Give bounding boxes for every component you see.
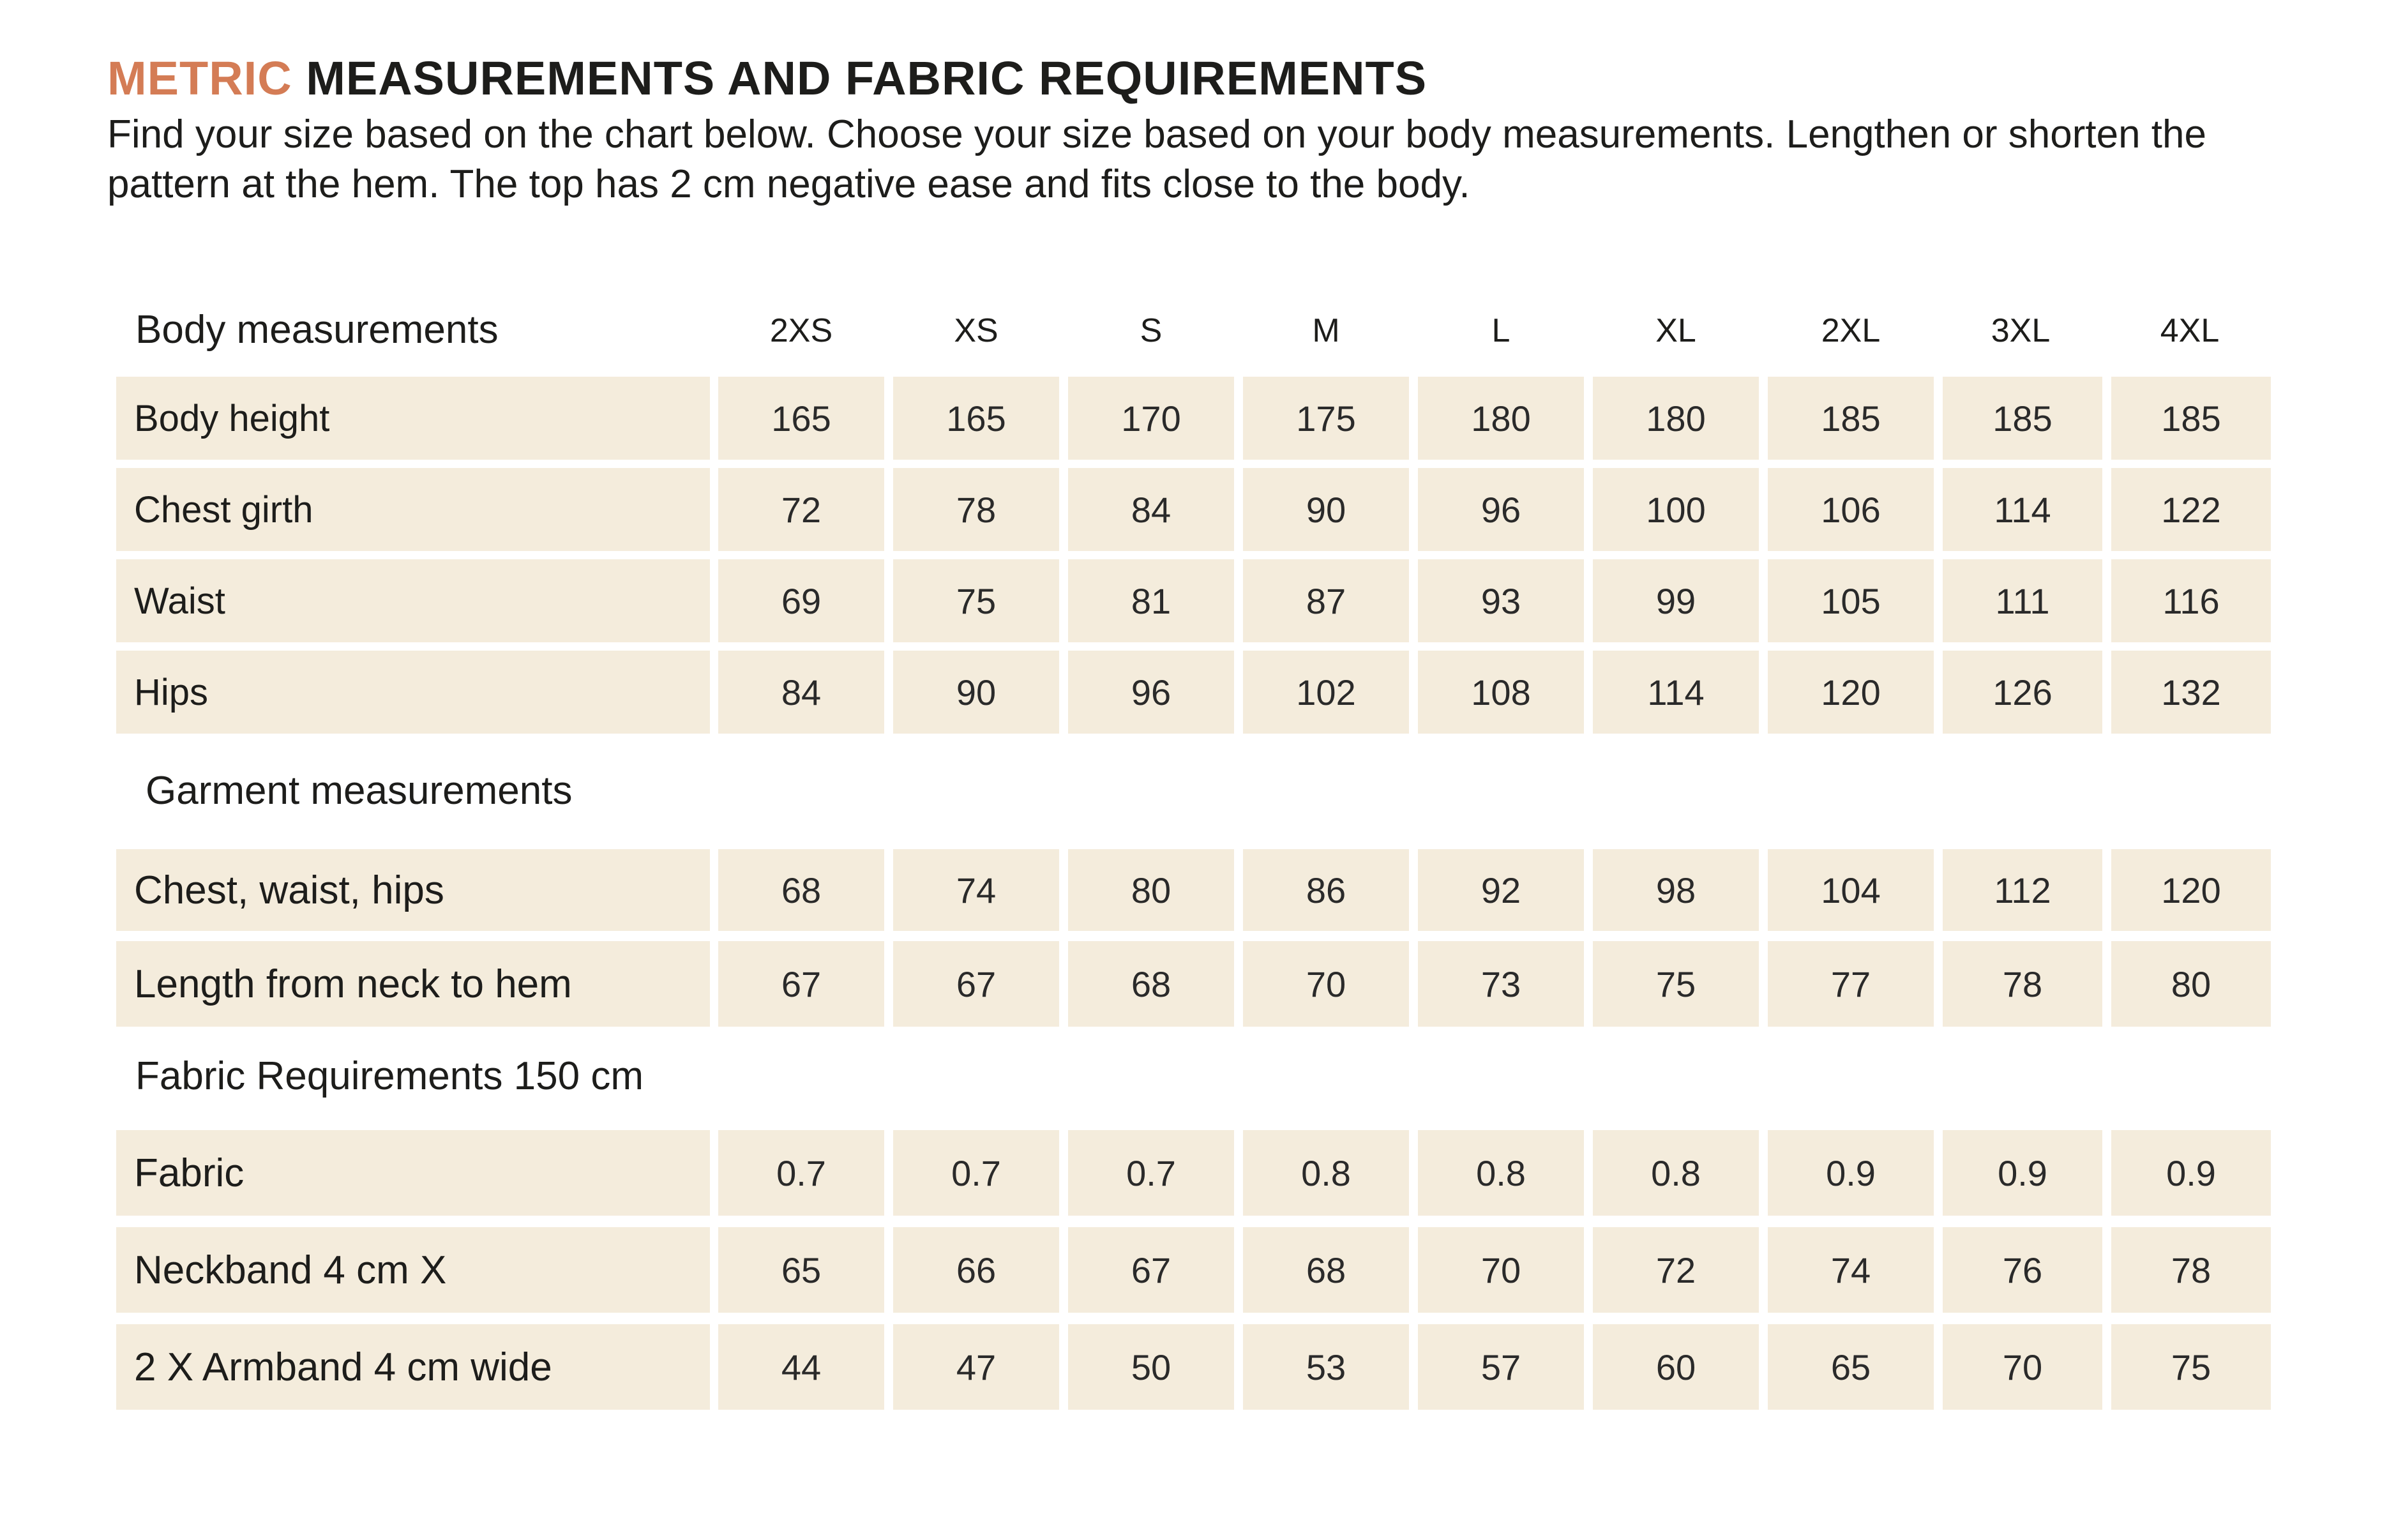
table-cell: 73: [1418, 941, 1584, 1027]
table-cell: 120: [1768, 651, 1934, 734]
table-cell: 0.8: [1593, 1130, 1759, 1216]
table-cell: 112: [1943, 849, 2102, 931]
table-cell: 74: [893, 849, 1059, 931]
table-cell: 0.8: [1243, 1130, 1409, 1216]
table-cell: 72: [1593, 1227, 1759, 1313]
table-row: [0, 1324, 2403, 1410]
table-cell: 0.9: [2111, 1130, 2271, 1216]
size-header: XL: [1655, 312, 1696, 349]
table-cell: 0.9: [1943, 1130, 2102, 1216]
table-cell: 0.9: [1768, 1130, 1934, 1216]
table-cell: 106: [1768, 468, 1934, 551]
table-cell: 98: [1593, 849, 1759, 931]
row-label: Chest girth: [116, 468, 710, 551]
table-cell: 0.7: [893, 1130, 1059, 1216]
row-label: Waist: [116, 559, 710, 642]
table-cell: 116: [2111, 559, 2271, 642]
table-cell: 0.7: [1068, 1130, 1234, 1216]
table-cell: 67: [1068, 1227, 1234, 1313]
table-cell: 81: [1068, 559, 1234, 642]
table-row: [0, 468, 2403, 551]
table-cell: 75: [893, 559, 1059, 642]
table-row: [0, 377, 2403, 460]
table-cell: 175: [1243, 377, 1409, 460]
size-header: XS: [954, 312, 998, 349]
table-cell: 80: [2111, 941, 2271, 1027]
table-row: [0, 651, 2403, 734]
table-row: [0, 849, 2403, 931]
table-cell: 75: [1593, 941, 1759, 1027]
table-cell: 44: [718, 1324, 884, 1410]
table-cell: 72: [718, 468, 884, 551]
section-label-garment: Garment measurements: [146, 769, 573, 813]
table-cell: 185: [1768, 377, 1934, 460]
table-cell: 104: [1768, 849, 1934, 931]
size-header: 2XL: [1821, 312, 1881, 349]
table-cell: 78: [2111, 1227, 2271, 1313]
table-cell: 67: [718, 941, 884, 1027]
table-cell: 70: [1418, 1227, 1584, 1313]
table-cell: 67: [893, 941, 1059, 1027]
row-label: Fabric: [116, 1130, 710, 1216]
table-cell: 87: [1243, 559, 1409, 642]
table-cell: 90: [893, 651, 1059, 734]
table-cell: 50: [1068, 1324, 1234, 1410]
table-cell: 78: [893, 468, 1059, 551]
table-cell: 114: [1943, 468, 2102, 551]
table-cell: 84: [718, 651, 884, 734]
table-cell: 92: [1418, 849, 1584, 931]
table-cell: 111: [1943, 559, 2102, 642]
table-cell: 165: [893, 377, 1059, 460]
row-label: Body height: [116, 377, 710, 460]
size-header: 2XS: [769, 312, 833, 349]
table-cell: 180: [1418, 377, 1584, 460]
table-cell: 90: [1243, 468, 1409, 551]
table-cell: 66: [893, 1227, 1059, 1313]
table-cell: 68: [1068, 941, 1234, 1027]
title-accent: METRIC: [107, 52, 292, 105]
size-header: M: [1312, 312, 1340, 349]
page-title: [107, 52, 1427, 104]
table-cell: 185: [2111, 377, 2271, 460]
table-cell: 99: [1593, 559, 1759, 642]
table-cell: 60: [1593, 1324, 1759, 1410]
title-rest: MEASUREMENTS AND FABRIC REQUIREMENTS: [306, 52, 1427, 105]
table-cell: 93: [1418, 559, 1584, 642]
size-header: 3XL: [1991, 312, 2051, 349]
table-cell: 78: [1943, 941, 2102, 1027]
table-cell: 114: [1593, 651, 1759, 734]
table-cell: 96: [1068, 651, 1234, 734]
row-label: Neckband 4 cm X: [116, 1227, 710, 1313]
table-row: [0, 559, 2403, 642]
size-header: 4XL: [2160, 312, 2220, 349]
table-cell: 102: [1243, 651, 1409, 734]
table-row: [0, 1227, 2403, 1313]
size-header-row: [0, 300, 2403, 358]
intro-line-2: pattern at the hem. The top has 2 cm negative ease and fits close to the body.: [107, 162, 1470, 206]
intro-text: [107, 110, 2316, 209]
table-cell: 108: [1418, 651, 1584, 734]
table-cell: 100: [1593, 468, 1759, 551]
table-cell: 120: [2111, 849, 2271, 931]
table-cell: 68: [718, 849, 884, 931]
table-cell: 47: [893, 1324, 1059, 1410]
section-label-body: Body measurements: [135, 308, 499, 352]
table-cell: 53: [1243, 1324, 1409, 1410]
table-cell: 105: [1768, 559, 1934, 642]
table-cell: 122: [2111, 468, 2271, 551]
table-cell: 96: [1418, 468, 1584, 551]
size-header: L: [1491, 312, 1510, 349]
table-cell: 69: [718, 559, 884, 642]
table-cell: 170: [1068, 377, 1234, 460]
table-cell: 180: [1593, 377, 1759, 460]
table-cell: 70: [1943, 1324, 2102, 1410]
table-cell: 65: [718, 1227, 884, 1313]
table-cell: 86: [1243, 849, 1409, 931]
row-label: 2 X Armband 4 cm wide: [116, 1324, 710, 1410]
table-cell: 57: [1418, 1324, 1584, 1410]
row-label: Hips: [116, 651, 710, 734]
table-cell: 185: [1943, 377, 2102, 460]
table-cell: 75: [2111, 1324, 2271, 1410]
table-cell: 0.7: [718, 1130, 884, 1216]
table-cell: 126: [1943, 651, 2102, 734]
table-cell: 80: [1068, 849, 1234, 931]
table-cell: 65: [1768, 1324, 1934, 1410]
table-cell: 0.8: [1418, 1130, 1584, 1216]
intro-line-1: Find your size based on the chart below. Choose your size based on your body measurements. Lengthen or shorten the: [107, 112, 2206, 156]
table-row: [0, 941, 2403, 1027]
table-cell: 68: [1243, 1227, 1409, 1313]
table-cell: 70: [1243, 941, 1409, 1027]
size-header: S: [1140, 312, 1163, 349]
table-cell: 76: [1943, 1227, 2102, 1313]
section-label-fabric: Fabric Requirements 150 cm: [135, 1054, 644, 1098]
row-label: Chest, waist, hips: [116, 849, 710, 931]
table-cell: 165: [718, 377, 884, 460]
row-label: Length from neck to hem: [116, 941, 710, 1027]
table-cell: 84: [1068, 468, 1234, 551]
table-cell: 77: [1768, 941, 1934, 1027]
table-row: [0, 1130, 2403, 1216]
table-cell: 132: [2111, 651, 2271, 734]
table-cell: 74: [1768, 1227, 1934, 1313]
